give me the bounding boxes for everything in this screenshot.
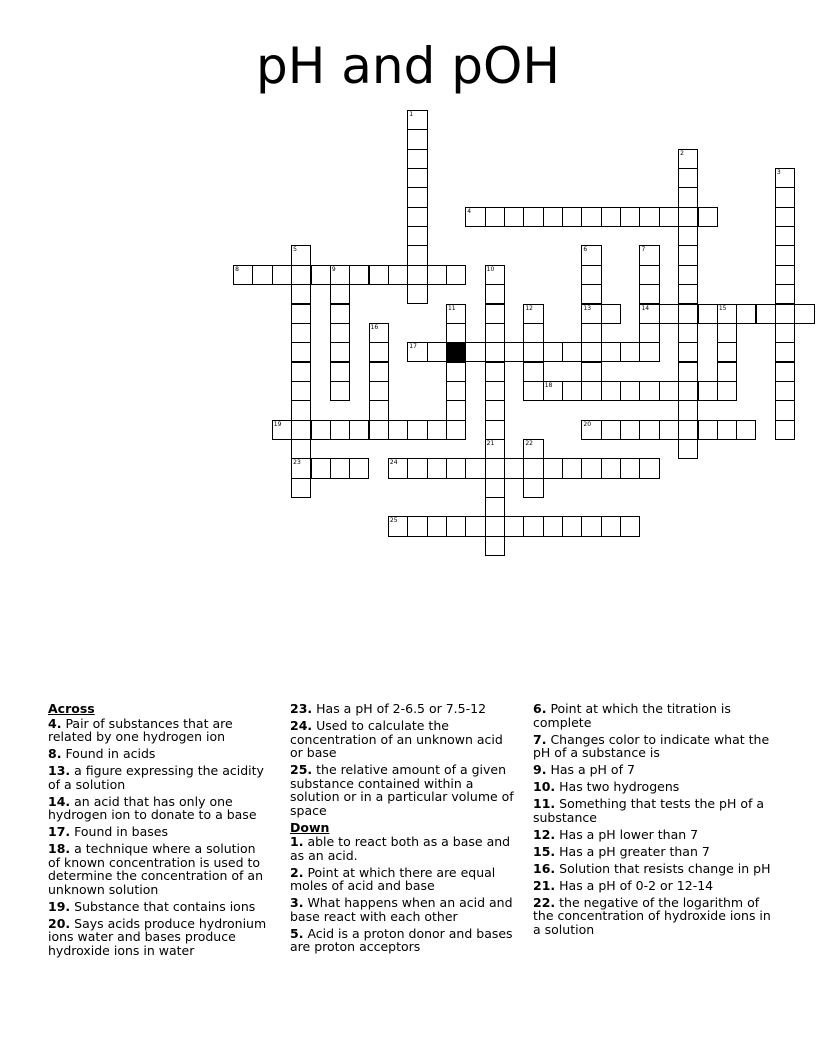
- grid-cell[interactable]: [581, 245, 601, 265]
- cell-number: 2: [680, 149, 684, 157]
- grid-cell[interactable]: [446, 400, 466, 420]
- grid-cell[interactable]: [543, 381, 563, 401]
- grid-cell[interactable]: [272, 265, 292, 285]
- grid-cell[interactable]: [717, 381, 737, 401]
- grid-cell[interactable]: [291, 342, 311, 362]
- cell-number: 14: [641, 304, 650, 312]
- puzzle-title: pH and pOH: [256, 37, 560, 95]
- grid-cell[interactable]: [678, 245, 698, 265]
- grid-cell[interactable]: [291, 304, 311, 324]
- grid-cell[interactable]: [291, 381, 311, 401]
- black-cell: [446, 342, 466, 362]
- cell-number: 16: [370, 323, 379, 331]
- grid-cell[interactable]: [291, 245, 311, 265]
- grid-cell[interactable]: [775, 400, 795, 420]
- grid-cell[interactable]: [485, 516, 505, 536]
- grid-cell[interactable]: [485, 439, 505, 459]
- cell-number: 3: [776, 169, 781, 177]
- grid-cell[interactable]: [581, 207, 601, 227]
- clue-down-6: 6. Point at which the titration is complete: [533, 701, 731, 730]
- clue-column-3: [533, 702, 771, 940]
- grid-cell[interactable]: [233, 265, 253, 285]
- cell-number: 20: [583, 420, 592, 428]
- grid-cell[interactable]: [465, 458, 485, 478]
- grid-cell[interactable]: [678, 400, 698, 420]
- grid-cell[interactable]: [504, 516, 524, 536]
- grid-cell[interactable]: [504, 207, 524, 227]
- clue-column-1: [48, 702, 270, 961]
- grid-cell[interactable]: [581, 304, 601, 324]
- cell-number: 5: [293, 246, 297, 254]
- cell-number: 24: [389, 459, 398, 467]
- grid-cell[interactable]: [407, 420, 427, 440]
- clue-across-24: 24. Used to calculate the concentration of an unknown acid or base: [290, 718, 503, 760]
- grid-cell[interactable]: [427, 458, 447, 478]
- grid-cell[interactable]: [446, 323, 466, 343]
- grid-cell[interactable]: [601, 381, 621, 401]
- cell-number: 1: [409, 111, 414, 118]
- grid-cell[interactable]: [736, 304, 756, 324]
- clue-down-10: 10. Has two hydrogens: [533, 779, 680, 794]
- grid-cell[interactable]: [407, 149, 427, 169]
- grid-cell[interactable]: [291, 323, 311, 343]
- cell-number: 13: [583, 304, 592, 312]
- grid-cell[interactable]: [427, 516, 447, 536]
- grid-cell[interactable]: [485, 304, 505, 324]
- grid-cell[interactable]: [581, 458, 601, 478]
- grid-cell[interactable]: [581, 516, 601, 536]
- grid-cell[interactable]: [349, 458, 369, 478]
- cell-number: 10: [486, 265, 495, 273]
- clue-down-22: 22. the negative of the logarithm of the concentration of hydroxide ions in a solution: [533, 894, 771, 937]
- grid-cell[interactable]: [775, 245, 795, 265]
- grid-cell[interactable]: [717, 323, 737, 343]
- grid-cell[interactable]: [678, 187, 698, 207]
- grid-cell[interactable]: [620, 342, 640, 362]
- grid-cell[interactable]: [659, 207, 679, 227]
- clue-across-18: 18. a technique where a solution of known concentration is used to determine the concentration of an unknown solution: [48, 841, 264, 897]
- grid-cell[interactable]: [407, 110, 427, 130]
- grid-cell[interactable]: [601, 516, 621, 536]
- grid-cell[interactable]: [639, 323, 659, 343]
- grid-cell[interactable]: [639, 245, 659, 265]
- grid-cell[interactable]: [581, 362, 601, 382]
- grid-cell[interactable]: [523, 439, 543, 459]
- grid-cell[interactable]: [504, 458, 524, 478]
- cell-number: 21: [486, 439, 495, 447]
- clue-down-9: 9. Has a pH of 7: [533, 762, 635, 777]
- clue-down-1: 1. able to react both as a base and as an acid.: [290, 834, 511, 863]
- grid-cell[interactable]: [678, 168, 698, 188]
- grid-cell[interactable]: [407, 245, 427, 265]
- grid-cell[interactable]: [523, 323, 543, 343]
- grid-cell[interactable]: [349, 265, 369, 285]
- grid-cell[interactable]: [775, 323, 795, 343]
- grid-cell[interactable]: [543, 516, 563, 536]
- grid-cell[interactable]: [485, 284, 505, 304]
- grid-cell[interactable]: [717, 342, 737, 362]
- grid-cell[interactable]: [407, 284, 427, 304]
- grid-cell[interactable]: [775, 304, 795, 324]
- grid-cell[interactable]: [523, 342, 543, 362]
- grid-cell[interactable]: [659, 420, 679, 440]
- grid-cell[interactable]: [601, 458, 621, 478]
- grid-cell[interactable]: [698, 381, 718, 401]
- grid-cell[interactable]: [581, 342, 601, 362]
- cell-number: 8: [235, 265, 239, 273]
- grid-cell[interactable]: [620, 516, 640, 536]
- grid-cell[interactable]: [369, 381, 389, 401]
- grid-cell[interactable]: [465, 516, 485, 536]
- grid-cell[interactable]: [639, 342, 659, 362]
- grid-cell[interactable]: [698, 207, 718, 227]
- grid-cell[interactable]: [369, 323, 389, 343]
- grid-cell[interactable]: [601, 207, 621, 227]
- grid-cell[interactable]: [717, 304, 737, 324]
- grid-cell[interactable]: [485, 362, 505, 382]
- grid-cell[interactable]: [698, 304, 718, 324]
- clue-across-4: 4. Pair of substances that are related by one hydrogen ion: [48, 715, 233, 744]
- grid-cell[interactable]: [388, 265, 408, 285]
- grid-cell[interactable]: [485, 478, 505, 498]
- grid-cell[interactable]: [678, 323, 698, 343]
- clue-across-13: 13. a figure expressing the acidity of a solution: [48, 763, 264, 792]
- grid-cell[interactable]: [756, 304, 776, 324]
- grid-cell[interactable]: [523, 478, 543, 498]
- clue-down-7: 7. Changes color to indicate what the pH of a substance is: [533, 731, 770, 760]
- grid-cell[interactable]: [330, 304, 350, 324]
- grid-cell[interactable]: [678, 149, 698, 169]
- grid-cell[interactable]: [330, 381, 350, 401]
- cell-number: 6: [583, 246, 588, 254]
- grid-cell[interactable]: [330, 284, 350, 304]
- grid-cell[interactable]: [272, 420, 292, 440]
- grid-cell[interactable]: [369, 400, 389, 420]
- clue-across-14: 14. an acid that has only one hydrogen ion to donate to a base: [48, 793, 257, 822]
- grid-cell[interactable]: [446, 381, 466, 401]
- clue-across-20: 20. Says acids produce hydronium ions water and bases produce hydroxide ions in water: [48, 915, 267, 958]
- grid-cell[interactable]: [407, 207, 427, 227]
- grid-cell[interactable]: [465, 207, 485, 227]
- cell-number: 22: [525, 439, 533, 447]
- clue-across-17: 17. Found in bases: [48, 824, 168, 839]
- grid-cell[interactable]: [562, 342, 582, 362]
- grid-cell[interactable]: [427, 420, 447, 440]
- grid-cell[interactable]: [311, 458, 331, 478]
- grid-cell[interactable]: [620, 458, 640, 478]
- grid-cell[interactable]: [543, 458, 563, 478]
- grid-cell[interactable]: [581, 381, 601, 401]
- grid-cell[interactable]: [446, 458, 466, 478]
- grid-cell[interactable]: [388, 458, 408, 478]
- grid-cell[interactable]: [446, 304, 466, 324]
- grid-cell[interactable]: [485, 400, 505, 420]
- grid-cell[interactable]: [639, 381, 659, 401]
- grid-cell[interactable]: [523, 362, 543, 382]
- grid-cell[interactable]: [562, 516, 582, 536]
- grid-cell[interactable]: [523, 516, 543, 536]
- grid-cell[interactable]: [446, 362, 466, 382]
- grid-cell[interactable]: [485, 207, 505, 227]
- grid-cell[interactable]: [794, 304, 814, 324]
- grid-cell[interactable]: [330, 342, 350, 362]
- grid-cell[interactable]: [775, 265, 795, 285]
- grid-cell[interactable]: [678, 362, 698, 382]
- grid-cell[interactable]: [485, 420, 505, 440]
- grid-cell[interactable]: [639, 207, 659, 227]
- grid-cell[interactable]: [291, 400, 311, 420]
- cell-number: 4: [467, 207, 472, 215]
- grid-cell[interactable]: [581, 265, 601, 285]
- grid-cell[interactable]: [775, 187, 795, 207]
- grid-cell[interactable]: [678, 226, 698, 246]
- grid-cell[interactable]: [407, 516, 427, 536]
- cell-number: 18: [544, 381, 553, 389]
- clue-down-5: 5. Acid is a proton donor and bases are proton acceptors: [290, 925, 513, 954]
- grid-cell[interactable]: [407, 168, 427, 188]
- clue-across-19: 19. Substance that contains ions: [48, 898, 256, 914]
- grid-cell[interactable]: [407, 342, 427, 362]
- grid-cell[interactable]: [446, 265, 466, 285]
- grid-cell[interactable]: [369, 342, 389, 362]
- grid-cell[interactable]: [775, 226, 795, 246]
- grid-cell[interactable]: [388, 516, 408, 536]
- grid-cell[interactable]: [485, 381, 505, 401]
- down-heading: Down: [290, 819, 330, 835]
- grid-cell[interactable]: [601, 342, 621, 362]
- clue-column-2: [290, 702, 515, 957]
- grid-cell[interactable]: [291, 458, 311, 478]
- grid-cell[interactable]: [427, 342, 447, 362]
- grid-cell[interactable]: [485, 458, 505, 478]
- grid-cell[interactable]: [620, 207, 640, 227]
- clue-down-15: 15. Has a pH greater than 7: [533, 843, 710, 859]
- grid-cell[interactable]: [523, 207, 543, 227]
- grid-cell[interactable]: [717, 420, 737, 440]
- clue-across-8: 8. Found in acids: [48, 746, 156, 761]
- grid-cell[interactable]: [678, 439, 698, 459]
- grid-cell[interactable]: [330, 265, 350, 285]
- grid-cell[interactable]: [601, 304, 621, 324]
- cell-number: 19: [273, 420, 282, 428]
- cell-number: 25: [389, 517, 398, 525]
- grid-cell[interactable]: [620, 381, 640, 401]
- grid-cell[interactable]: [485, 265, 505, 285]
- cell-number: 15: [718, 304, 727, 312]
- grid-cell[interactable]: [311, 265, 331, 285]
- grid-cell[interactable]: [717, 362, 737, 382]
- grid-cell[interactable]: [678, 265, 698, 285]
- grid-cell[interactable]: [291, 439, 311, 459]
- grid-cell[interactable]: [523, 458, 543, 478]
- across-heading: Across: [48, 701, 95, 716]
- cell-number: 9: [331, 265, 336, 273]
- grid-cell[interactable]: [330, 323, 350, 343]
- grid-cell[interactable]: [252, 265, 272, 285]
- grid-cell[interactable]: [543, 207, 563, 227]
- grid-cell[interactable]: [523, 304, 543, 324]
- grid-cell[interactable]: [562, 458, 582, 478]
- grid-cell[interactable]: [369, 362, 389, 382]
- grid-cell[interactable]: [485, 497, 505, 517]
- grid-cell[interactable]: [407, 187, 427, 207]
- grid-cell[interactable]: [369, 265, 389, 285]
- grid-cell[interactable]: [446, 420, 466, 440]
- grid-cell[interactable]: [639, 304, 659, 324]
- grid-cell[interactable]: [388, 420, 408, 440]
- grid-cell[interactable]: [427, 265, 447, 285]
- grid-cell[interactable]: [291, 420, 311, 440]
- grid-cell[interactable]: [291, 265, 311, 285]
- grid-cell[interactable]: [446, 516, 466, 536]
- grid-cell[interactable]: [775, 420, 795, 440]
- grid-cell[interactable]: [678, 207, 698, 227]
- cell-number: 17: [409, 343, 417, 351]
- grid-cell[interactable]: [485, 536, 505, 556]
- grid-cell[interactable]: [485, 342, 505, 362]
- grid-cell[interactable]: [330, 458, 350, 478]
- grid-cell[interactable]: [330, 362, 350, 382]
- grid-cell[interactable]: [465, 342, 485, 362]
- grid-cell[interactable]: [330, 420, 350, 440]
- grid-cell[interactable]: [678, 284, 698, 304]
- grid-cell[interactable]: [736, 420, 756, 440]
- grid-cell[interactable]: [485, 323, 505, 343]
- cell-number: 11: [447, 304, 456, 312]
- clue-down-16: 16. Solution that resists change in pH: [533, 860, 771, 876]
- grid-cell[interactable]: [562, 381, 582, 401]
- grid-cell[interactable]: [639, 284, 659, 304]
- grid-cell[interactable]: [523, 381, 543, 401]
- grid-cell[interactable]: [775, 381, 795, 401]
- grid-cell[interactable]: [504, 342, 524, 362]
- grid-cell[interactable]: [639, 265, 659, 285]
- cell-number: 23: [293, 459, 301, 467]
- grid-cell[interactable]: [775, 284, 795, 304]
- grid-cell[interactable]: [291, 478, 311, 498]
- grid-cell[interactable]: [639, 458, 659, 478]
- grid-cell[interactable]: [659, 304, 679, 324]
- grid-cell[interactable]: [581, 323, 601, 343]
- cell-number: 7: [641, 246, 646, 254]
- grid-cell[interactable]: [562, 207, 582, 227]
- clue-down-21: 21. Has a pH of 0-2 or 12-14: [533, 877, 714, 893]
- grid-cell[interactable]: [291, 362, 311, 382]
- grid-cell[interactable]: [775, 168, 795, 188]
- grid-cell[interactable]: [543, 342, 563, 362]
- clue-across-23: 23. Has a pH of 2-6.5 or 7.5-12: [290, 701, 487, 716]
- clue-down-2: 2. Point at which there are equal moles of acid and base: [290, 864, 496, 893]
- grid-cell[interactable]: [678, 304, 698, 324]
- grid-cell[interactable]: [291, 284, 311, 304]
- grid-cell[interactable]: [601, 420, 621, 440]
- grid-cell[interactable]: [407, 458, 427, 478]
- grid-cell[interactable]: [581, 420, 601, 440]
- clue-across-25: 25. the relative amount of a given substance contained within a solution or in a particular volume of space: [290, 762, 514, 818]
- grid-cell[interactable]: [407, 226, 427, 246]
- clue-down-11: 11. Something that tests the pH of a substance: [533, 796, 765, 825]
- grid-cell[interactable]: [639, 420, 659, 440]
- grid-cell[interactable]: [678, 342, 698, 362]
- clue-down-3: 3. What happens when an acid and base react with each other: [290, 895, 513, 924]
- grid-cell[interactable]: [775, 207, 795, 227]
- grid-cell[interactable]: [349, 420, 369, 440]
- grid-cell[interactable]: [659, 381, 679, 401]
- clue-down-12: 12. Has a pH lower than 7: [533, 826, 699, 842]
- grid-cell[interactable]: [775, 362, 795, 382]
- grid-cell[interactable]: [581, 284, 601, 304]
- grid-cell[interactable]: [311, 420, 331, 440]
- grid-cell[interactable]: [775, 342, 795, 362]
- grid-cell[interactable]: [407, 129, 427, 149]
- grid-cell[interactable]: [678, 381, 698, 401]
- grid-cell[interactable]: [678, 420, 698, 440]
- grid-cell[interactable]: [698, 420, 718, 440]
- grid-cell[interactable]: [407, 265, 427, 285]
- grid-cell[interactable]: [620, 420, 640, 440]
- grid-cell[interactable]: [369, 420, 389, 440]
- cell-number: 12: [525, 304, 533, 312]
